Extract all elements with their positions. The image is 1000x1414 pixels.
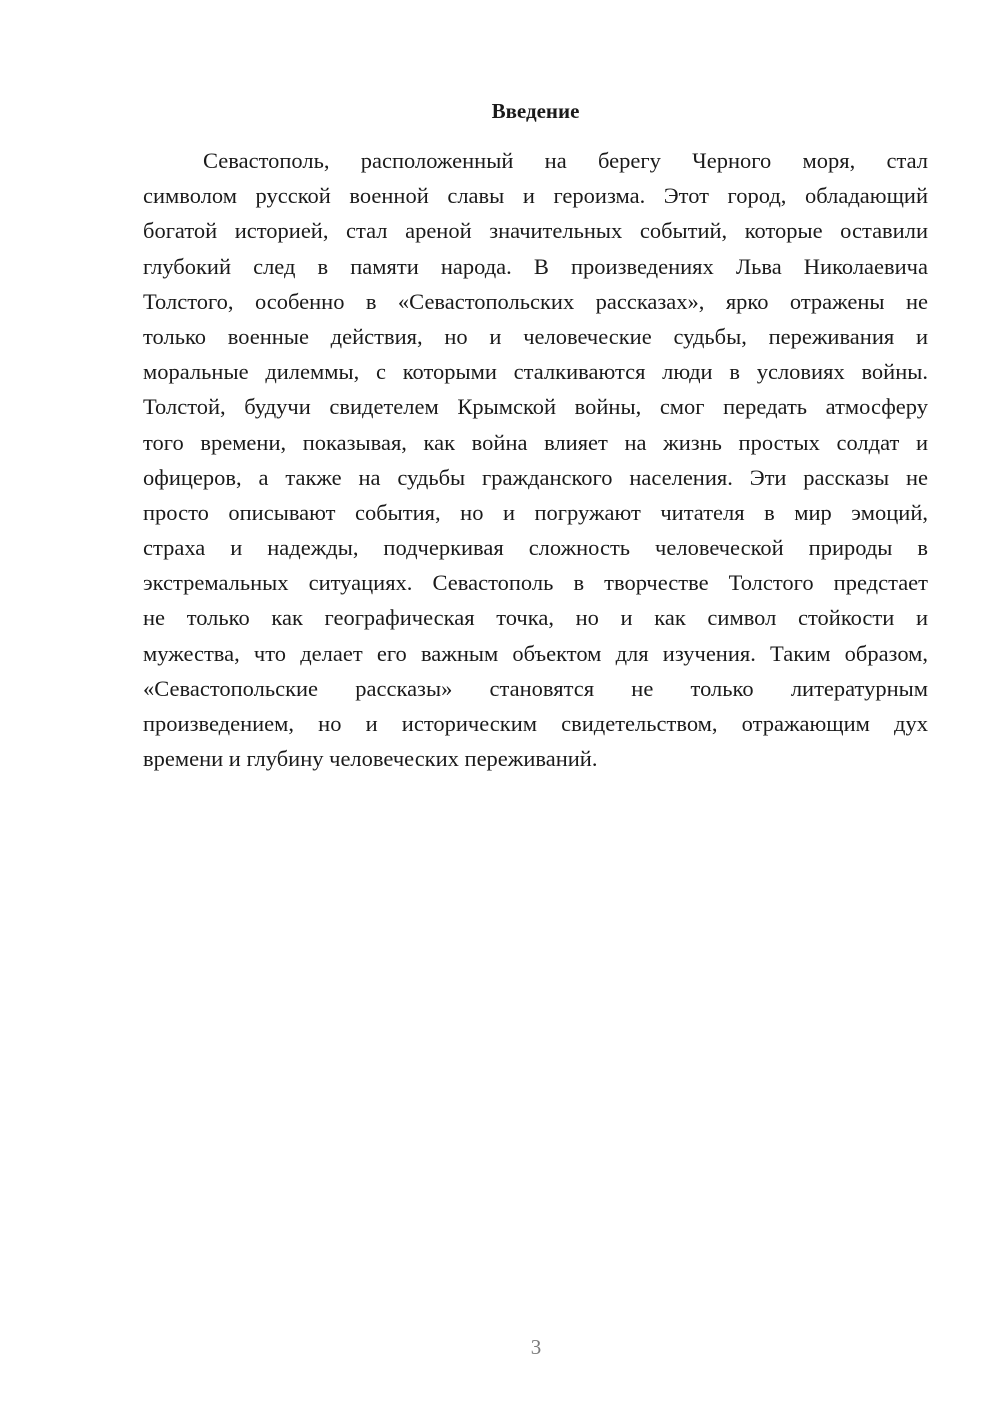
- paragraph-line: «Севастопольские рассказы» становятся не только литературным: [143, 675, 928, 701]
- paragraph-line: Севастополь, расположенный на берегу Черного моря, стал: [203, 148, 928, 173]
- paragraph-line: времени и глубину человеческих переживаний.: [143, 746, 598, 772]
- paragraph-line: моральные дилеммы, с которыми сталкиваются люди в условиях войны.: [143, 359, 928, 385]
- paragraph-line: Толстой, будучи свидетелем Крымской войны, смог передать атмосферу: [143, 394, 928, 420]
- paragraph-line: богатой историей, стал ареной значительных событий, которые оставили: [143, 218, 928, 244]
- section-heading: Введение: [491, 99, 580, 123]
- page-number: 3: [530, 1335, 542, 1359]
- paragraph-line: того времени, показывая, как война влияет на жизнь простых солдат и: [143, 429, 928, 455]
- paragraph-line: символом русской военной славы и героизма. Этот город, обладающий: [143, 183, 928, 209]
- body-paragraph: [143, 143, 928, 776]
- paragraph-line: Толстого, особенно в «Севастопольских рассказах», ярко отражены не: [143, 288, 928, 314]
- paragraph-line: глубокий след в памяти народа. В произведениях Льва Николаевича: [143, 253, 928, 279]
- paragraph-line: только военные действия, но и человеческие судьбы, переживания и: [143, 323, 928, 349]
- paragraph-line: просто описывают события, но и погружают читателя в мир эмоций,: [143, 499, 928, 525]
- paragraph-line: мужества, что делает его важным объектом для изучения. Таким образом,: [143, 640, 928, 666]
- paragraph-line: не только как географическая точка, но и как символ стойкости и: [143, 605, 928, 631]
- paragraph-line: офицеров, а также на судьбы гражданского населения. Эти рассказы не: [143, 464, 928, 490]
- paragraph-line: страха и надежды, подчеркивая сложность человеческой природы в: [143, 535, 928, 561]
- paragraph-line: произведением, но и историческим свидетельством, отражающим дух: [143, 711, 928, 736]
- paragraph-line: экстремальных ситуациях. Севастополь в творчестве Толстого предстает: [143, 570, 928, 596]
